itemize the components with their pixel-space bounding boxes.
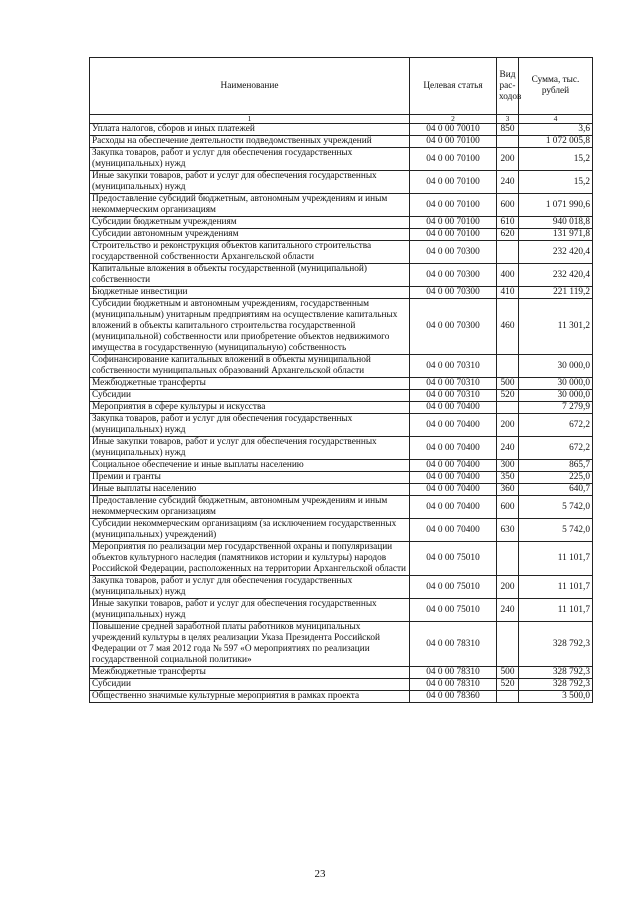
row-sum-cell: 328 792,3 [519, 667, 593, 679]
row-type-cell: 520 [497, 679, 519, 691]
row-type-cell [497, 402, 519, 414]
table-row [90, 679, 593, 691]
row-type-cell [497, 355, 519, 378]
row-type-cell: 240 [497, 437, 519, 460]
row-type-cell: 240 [497, 171, 519, 194]
budget-table [89, 57, 593, 703]
row-type-cell: 600 [497, 194, 519, 217]
row-type-cell: 350 [497, 472, 519, 484]
row-sum-cell: 672,2 [519, 414, 593, 437]
column-number: 4 [519, 115, 593, 124]
row-name-cell: Иные закупки товаров, работ и услуг для обеспечения государственных (муниципальных) нужд [90, 437, 410, 460]
row-code-cell: 04 0 00 70100 [410, 229, 497, 241]
row-sum-cell: 3 500,0 [519, 691, 593, 703]
table-row [90, 124, 593, 136]
row-name-cell: Субсидии бюджетным и автономным учреждениям, государственным (муниципальным) унитарным предприятиям на осуществление капитальных вложений в объекты капитального строительства государственной (муниципальной) собственности или приобретение объектов недвижимого имущества в государственную (муниципальную) собственность [90, 299, 410, 355]
table-row [90, 402, 593, 414]
row-sum-cell: 11 101,7 [519, 542, 593, 576]
row-sum-cell: 225,0 [519, 472, 593, 484]
row-type-cell: 200 [497, 148, 519, 171]
row-sum-cell: 328 792,3 [519, 679, 593, 691]
row-name-cell: Строительство и реконструкция объектов капитального строительства государственной собственности Архангельской области [90, 241, 410, 264]
table-row [90, 484, 593, 496]
row-name-cell: Мероприятия по реализации мер государственной охраны и популяризации объектов культурного наследия (памятников истории и культуры) народов Российской Федерации, расположенных на территории Архангельской области [90, 542, 410, 576]
row-name-cell: Закупка товаров, работ и услуг для обеспечения государственных (муниципальных) нужд [90, 576, 410, 599]
row-type-cell: 200 [497, 576, 519, 599]
row-code-cell: 04 0 00 78310 [410, 622, 497, 667]
row-code-cell: 04 0 00 70400 [410, 460, 497, 472]
row-sum-cell: 30 000,0 [519, 355, 593, 378]
page-number: 23 [314, 868, 326, 880]
row-code-cell: 04 0 00 75010 [410, 576, 497, 599]
row-code-cell: 04 0 00 70310 [410, 378, 497, 390]
row-sum-cell: 131 971,8 [519, 229, 593, 241]
row-code-cell: 04 0 00 70400 [410, 472, 497, 484]
row-name-cell: Иные закупки товаров, работ и услуг для обеспечения государственных (муниципальных) нужд [90, 171, 410, 194]
table-row [90, 542, 593, 576]
table-row [90, 355, 593, 378]
row-name-cell: Закупка товаров, работ и услуг для обеспечения государственных (муниципальных) нужд [90, 148, 410, 171]
row-name-cell: Капитальные вложения в объекты государственной (муниципальной) собственности [90, 264, 410, 287]
row-type-cell [497, 136, 519, 148]
row-sum-cell: 865,7 [519, 460, 593, 472]
table-row [90, 287, 593, 299]
row-code-cell: 04 0 00 78360 [410, 691, 497, 703]
row-name-cell: Иные закупки товаров, работ и услуг для обеспечения государственных (муниципальных) нужд [90, 599, 410, 622]
row-name-cell: Софинансирование капитальных вложений в объекты муниципальной собственности муниципальных образований Архангельской области [90, 355, 410, 378]
row-code-cell: 04 0 00 70300 [410, 264, 497, 287]
row-code-cell: 04 0 00 70400 [410, 437, 497, 460]
row-code-cell: 04 0 00 70400 [410, 484, 497, 496]
row-code-cell: 04 0 00 70300 [410, 287, 497, 299]
row-sum-cell: 328 792,3 [519, 622, 593, 667]
row-code-cell: 04 0 00 70400 [410, 402, 497, 414]
row-code-cell: 04 0 00 70100 [410, 136, 497, 148]
header-code: Целевая статья [410, 58, 497, 115]
row-code-cell: 04 0 00 70300 [410, 299, 497, 355]
row-code-cell: 04 0 00 70310 [410, 390, 497, 402]
row-code-cell: 04 0 00 70100 [410, 171, 497, 194]
row-type-cell: 410 [497, 287, 519, 299]
row-sum-cell: 1 071 990,6 [519, 194, 593, 217]
row-code-cell: 04 0 00 75010 [410, 542, 497, 576]
table-row [90, 460, 593, 472]
row-code-cell: 04 0 00 70400 [410, 519, 497, 542]
row-name-cell: Субсидии бюджетным учреждениям [90, 217, 410, 229]
table-row [90, 496, 593, 519]
row-sum-cell: 232 420,4 [519, 264, 593, 287]
header-name: Наименование [90, 58, 410, 115]
table-row [90, 148, 593, 171]
table-row [90, 299, 593, 355]
row-name-cell: Мероприятия в сфере культуры и искусства [90, 402, 410, 414]
table-row [90, 599, 593, 622]
row-sum-cell: 1 072 005,8 [519, 136, 593, 148]
row-name-cell: Субсидии автономным учреждениям [90, 229, 410, 241]
row-sum-cell: 7 279,9 [519, 402, 593, 414]
row-sum-cell: 30 000,0 [519, 390, 593, 402]
row-sum-cell: 5 742,0 [519, 496, 593, 519]
table-row [90, 472, 593, 484]
row-type-cell: 200 [497, 414, 519, 437]
row-sum-cell: 11 101,7 [519, 599, 593, 622]
row-sum-cell: 11 101,7 [519, 576, 593, 599]
row-sum-cell: 640,7 [519, 484, 593, 496]
row-name-cell: Предоставление субсидий бюджетным, автономным учреждениям и иным некоммерческим организациям [90, 194, 410, 217]
column-number: 1 [90, 115, 410, 124]
row-name-cell: Повышение средней заработной платы работников муниципальных учреждений культуры в целях реализации Указа Президента Российской Федерации от 7 мая 2012 года № 597 «О мероприятиях по реализации государственной социальной политики» [90, 622, 410, 667]
row-sum-cell: 11 301,2 [519, 299, 593, 355]
row-sum-cell: 232 420,4 [519, 241, 593, 264]
header-type: Вид рас-ходов [497, 58, 519, 115]
table-row [90, 667, 593, 679]
row-type-cell [497, 691, 519, 703]
row-type-cell [497, 241, 519, 264]
row-name-cell: Межбюджетные трансферты [90, 667, 410, 679]
header-sum: Сумма, тыс. рублей [519, 58, 593, 115]
row-sum-cell: 221 119,2 [519, 287, 593, 299]
column-number-row [90, 115, 593, 124]
table-row [90, 414, 593, 437]
row-code-cell: 04 0 00 70100 [410, 217, 497, 229]
row-name-cell: Предоставление субсидий бюджетным, автономным учреждениям и иным некоммерческим организациям [90, 496, 410, 519]
row-type-cell: 500 [497, 378, 519, 390]
row-sum-cell: 672,2 [519, 437, 593, 460]
row-name-cell: Иные выплаты населению [90, 484, 410, 496]
row-name-cell: Уплата налогов, сборов и иных платежей [90, 124, 410, 136]
row-type-cell: 400 [497, 264, 519, 287]
row-type-cell: 850 [497, 124, 519, 136]
row-name-cell: Бюджетные инвестиции [90, 287, 410, 299]
row-name-cell: Субсидии некоммерческим организациям (за исключением государственных (муниципальных) учреждений) [90, 519, 410, 542]
row-type-cell: 240 [497, 599, 519, 622]
row-type-cell: 520 [497, 390, 519, 402]
row-name-cell: Субсидии [90, 679, 410, 691]
table-row [90, 194, 593, 217]
row-name-cell: Расходы на обеспечение деятельности подведомственных учреждений [90, 136, 410, 148]
table-row [90, 241, 593, 264]
row-sum-cell: 940 018,8 [519, 217, 593, 229]
table-row [90, 171, 593, 194]
table-row [90, 576, 593, 599]
row-code-cell: 04 0 00 70100 [410, 148, 497, 171]
row-code-cell: 04 0 00 70010 [410, 124, 497, 136]
row-name-cell: Социальное обеспечение и иные выплаты населению [90, 460, 410, 472]
row-sum-cell: 3,6 [519, 124, 593, 136]
table-row [90, 622, 593, 667]
table-row [90, 691, 593, 703]
row-sum-cell: 5 742,0 [519, 519, 593, 542]
table-body [90, 124, 593, 703]
row-code-cell: 04 0 00 70310 [410, 355, 497, 378]
column-number: 2 [410, 115, 497, 124]
row-name-cell: Премии и гранты [90, 472, 410, 484]
row-type-cell: 610 [497, 217, 519, 229]
row-type-cell: 620 [497, 229, 519, 241]
row-sum-cell: 30 000,0 [519, 378, 593, 390]
row-name-cell: Общественно значимые культурные мероприятия в рамках проекта [90, 691, 410, 703]
table-row [90, 437, 593, 460]
row-type-cell: 500 [497, 667, 519, 679]
table-row [90, 519, 593, 542]
row-code-cell: 04 0 00 70300 [410, 241, 497, 264]
row-type-cell: 460 [497, 299, 519, 355]
row-sum-cell: 15,2 [519, 148, 593, 171]
table-row [90, 390, 593, 402]
row-code-cell: 04 0 00 70400 [410, 496, 497, 519]
row-type-cell: 630 [497, 519, 519, 542]
row-code-cell: 04 0 00 70100 [410, 194, 497, 217]
table-row [90, 136, 593, 148]
row-name-cell: Субсидии [90, 390, 410, 402]
table-row [90, 217, 593, 229]
row-code-cell: 04 0 00 75010 [410, 599, 497, 622]
row-type-cell: 600 [497, 496, 519, 519]
row-type-cell [497, 622, 519, 667]
row-type-cell: 360 [497, 484, 519, 496]
row-name-cell: Закупка товаров, работ и услуг для обеспечения государственных (муниципальных) нужд [90, 414, 410, 437]
row-name-cell: Межбюджетные трансферты [90, 378, 410, 390]
row-code-cell: 04 0 00 78310 [410, 667, 497, 679]
row-type-cell: 300 [497, 460, 519, 472]
row-sum-cell: 15,2 [519, 171, 593, 194]
table-row [90, 264, 593, 287]
row-type-cell [497, 542, 519, 576]
row-code-cell: 04 0 00 70400 [410, 414, 497, 437]
table-row [90, 229, 593, 241]
row-code-cell: 04 0 00 78310 [410, 679, 497, 691]
column-number: 3 [497, 115, 519, 124]
table-header-row [90, 58, 593, 115]
table-row [90, 378, 593, 390]
